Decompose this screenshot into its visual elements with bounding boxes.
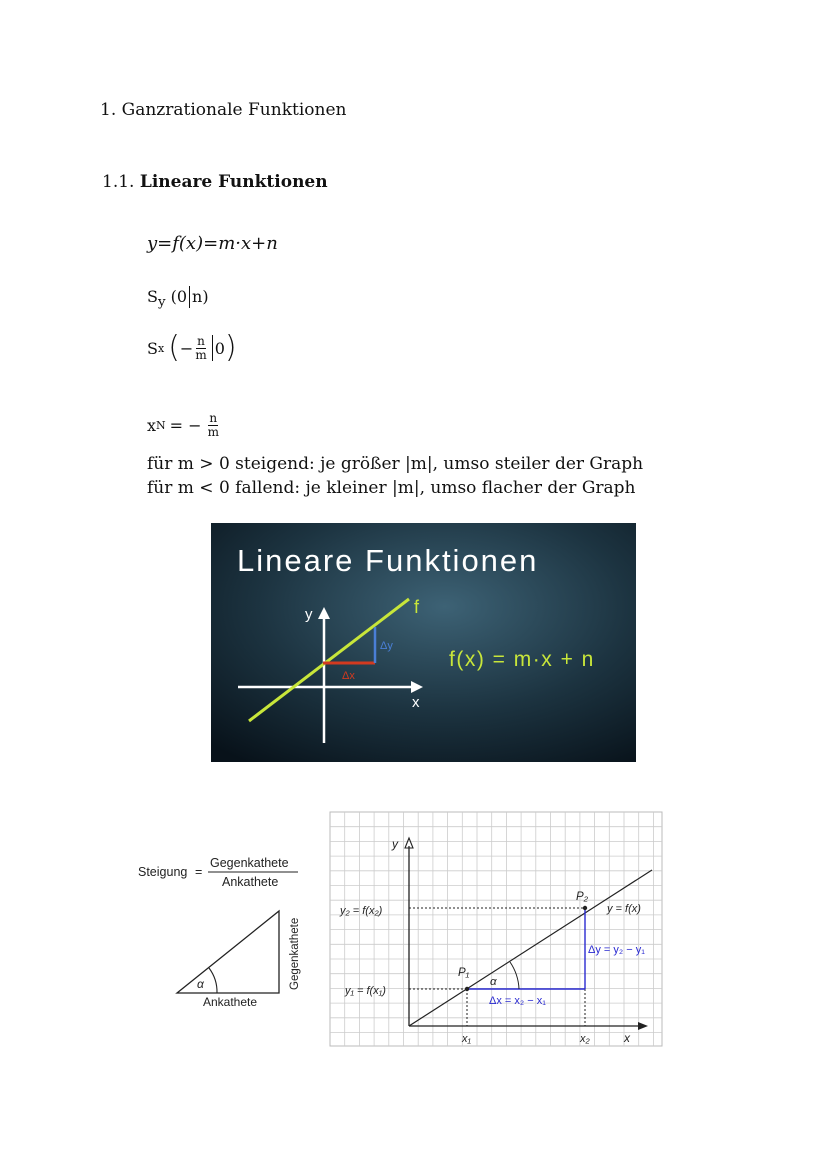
banner-label-y: y: [305, 606, 313, 623]
fraction-gegenkathete: Gegenkathete: [210, 856, 289, 870]
steigung-word: Steigung: [138, 865, 188, 879]
triangle-angle-arc: [209, 968, 217, 993]
grid-background: [330, 812, 662, 1046]
xn-var: x: [147, 416, 157, 435]
p2-label: P₂: [576, 891, 589, 903]
steigung-text: [147, 452, 643, 500]
sy-bar: [189, 286, 190, 308]
sy-left: (0: [170, 287, 188, 306]
heading-2: [102, 172, 328, 192]
xn-fraction: [208, 412, 219, 439]
lineare-funktionen-banner: [211, 523, 636, 762]
banner-label-x: x: [412, 694, 420, 711]
sy-right: n): [192, 287, 209, 306]
banner-label-dy: Δy: [380, 640, 393, 652]
sx-zero: 0: [214, 338, 225, 358]
grid-x-axis-label: x: [624, 1031, 630, 1045]
sx-bar: [212, 335, 213, 361]
xn-den: m: [207, 425, 219, 439]
heading-1: 1. Ganzrationale Funktionen: [100, 100, 347, 120]
banner-label-f: f: [414, 597, 420, 617]
curve-label: y = f(x): [607, 903, 641, 915]
sy-sub: y: [157, 295, 166, 311]
point-p1: [465, 987, 469, 991]
triangle-side-ankathete: Ankathete: [203, 995, 258, 1009]
dx-label: Δx = x₂ − x₁: [489, 995, 546, 1007]
steigung-diagrams: [120, 808, 680, 1058]
sx-den: m: [195, 347, 207, 362]
y1-label: y₁ = f(x₁): [345, 985, 386, 997]
sx-minus: −: [179, 338, 194, 358]
banner-title: Lineare Funktionen: [237, 543, 539, 578]
steigung-line-2: für m < 0 fallend: je kleiner |m|, umso flacher der Graph: [147, 478, 636, 498]
steigung-line-1: für m > 0 steigend: je größer |m|, umso steiler der Graph: [147, 454, 644, 474]
p1-label: P₁: [458, 967, 470, 979]
sx-prefix: S: [147, 338, 158, 358]
sy-prefix: S: [147, 287, 158, 306]
banner-label-dx: Δx: [342, 670, 355, 682]
sx-fraction: [195, 335, 206, 362]
steigung-eq: =: [195, 865, 203, 879]
point-p2: [583, 906, 587, 910]
triangle-side-gegenkathete: Gegenkathete: [289, 917, 301, 990]
dy-label: Δy = y₂ − y₁: [588, 944, 645, 956]
heading-2-title: Lineare Funktionen: [139, 172, 328, 192]
heading-2-number: 1.1.: [102, 172, 135, 192]
sx-sub: x: [157, 341, 165, 355]
sx-close: ): [224, 330, 237, 365]
sy-point: [147, 286, 209, 310]
grid-frame: [330, 812, 662, 1046]
grid-y-axis-label: y: [392, 837, 398, 851]
xn-sub: N: [156, 419, 166, 432]
xn-eq: = −: [169, 416, 202, 435]
xn-num: n: [209, 411, 218, 425]
sx-open: (: [168, 330, 180, 365]
x2-label: x₂: [580, 1033, 590, 1045]
linear-formula: y=f(x)=m·x+n: [147, 233, 278, 254]
fraction-ankathete: Ankathete: [222, 875, 279, 889]
xn-formula: [147, 412, 221, 439]
y2-label: y₂ = f(x₂): [340, 905, 383, 917]
sx-num: n: [197, 333, 205, 348]
banner-formula: f(x) = m·x + n: [449, 648, 595, 671]
triangle-alpha: α: [197, 977, 204, 991]
right-triangle: [177, 911, 279, 993]
x1-label: x₁: [462, 1033, 471, 1045]
sx-point: [147, 330, 237, 365]
grid-alpha: α: [490, 976, 497, 988]
